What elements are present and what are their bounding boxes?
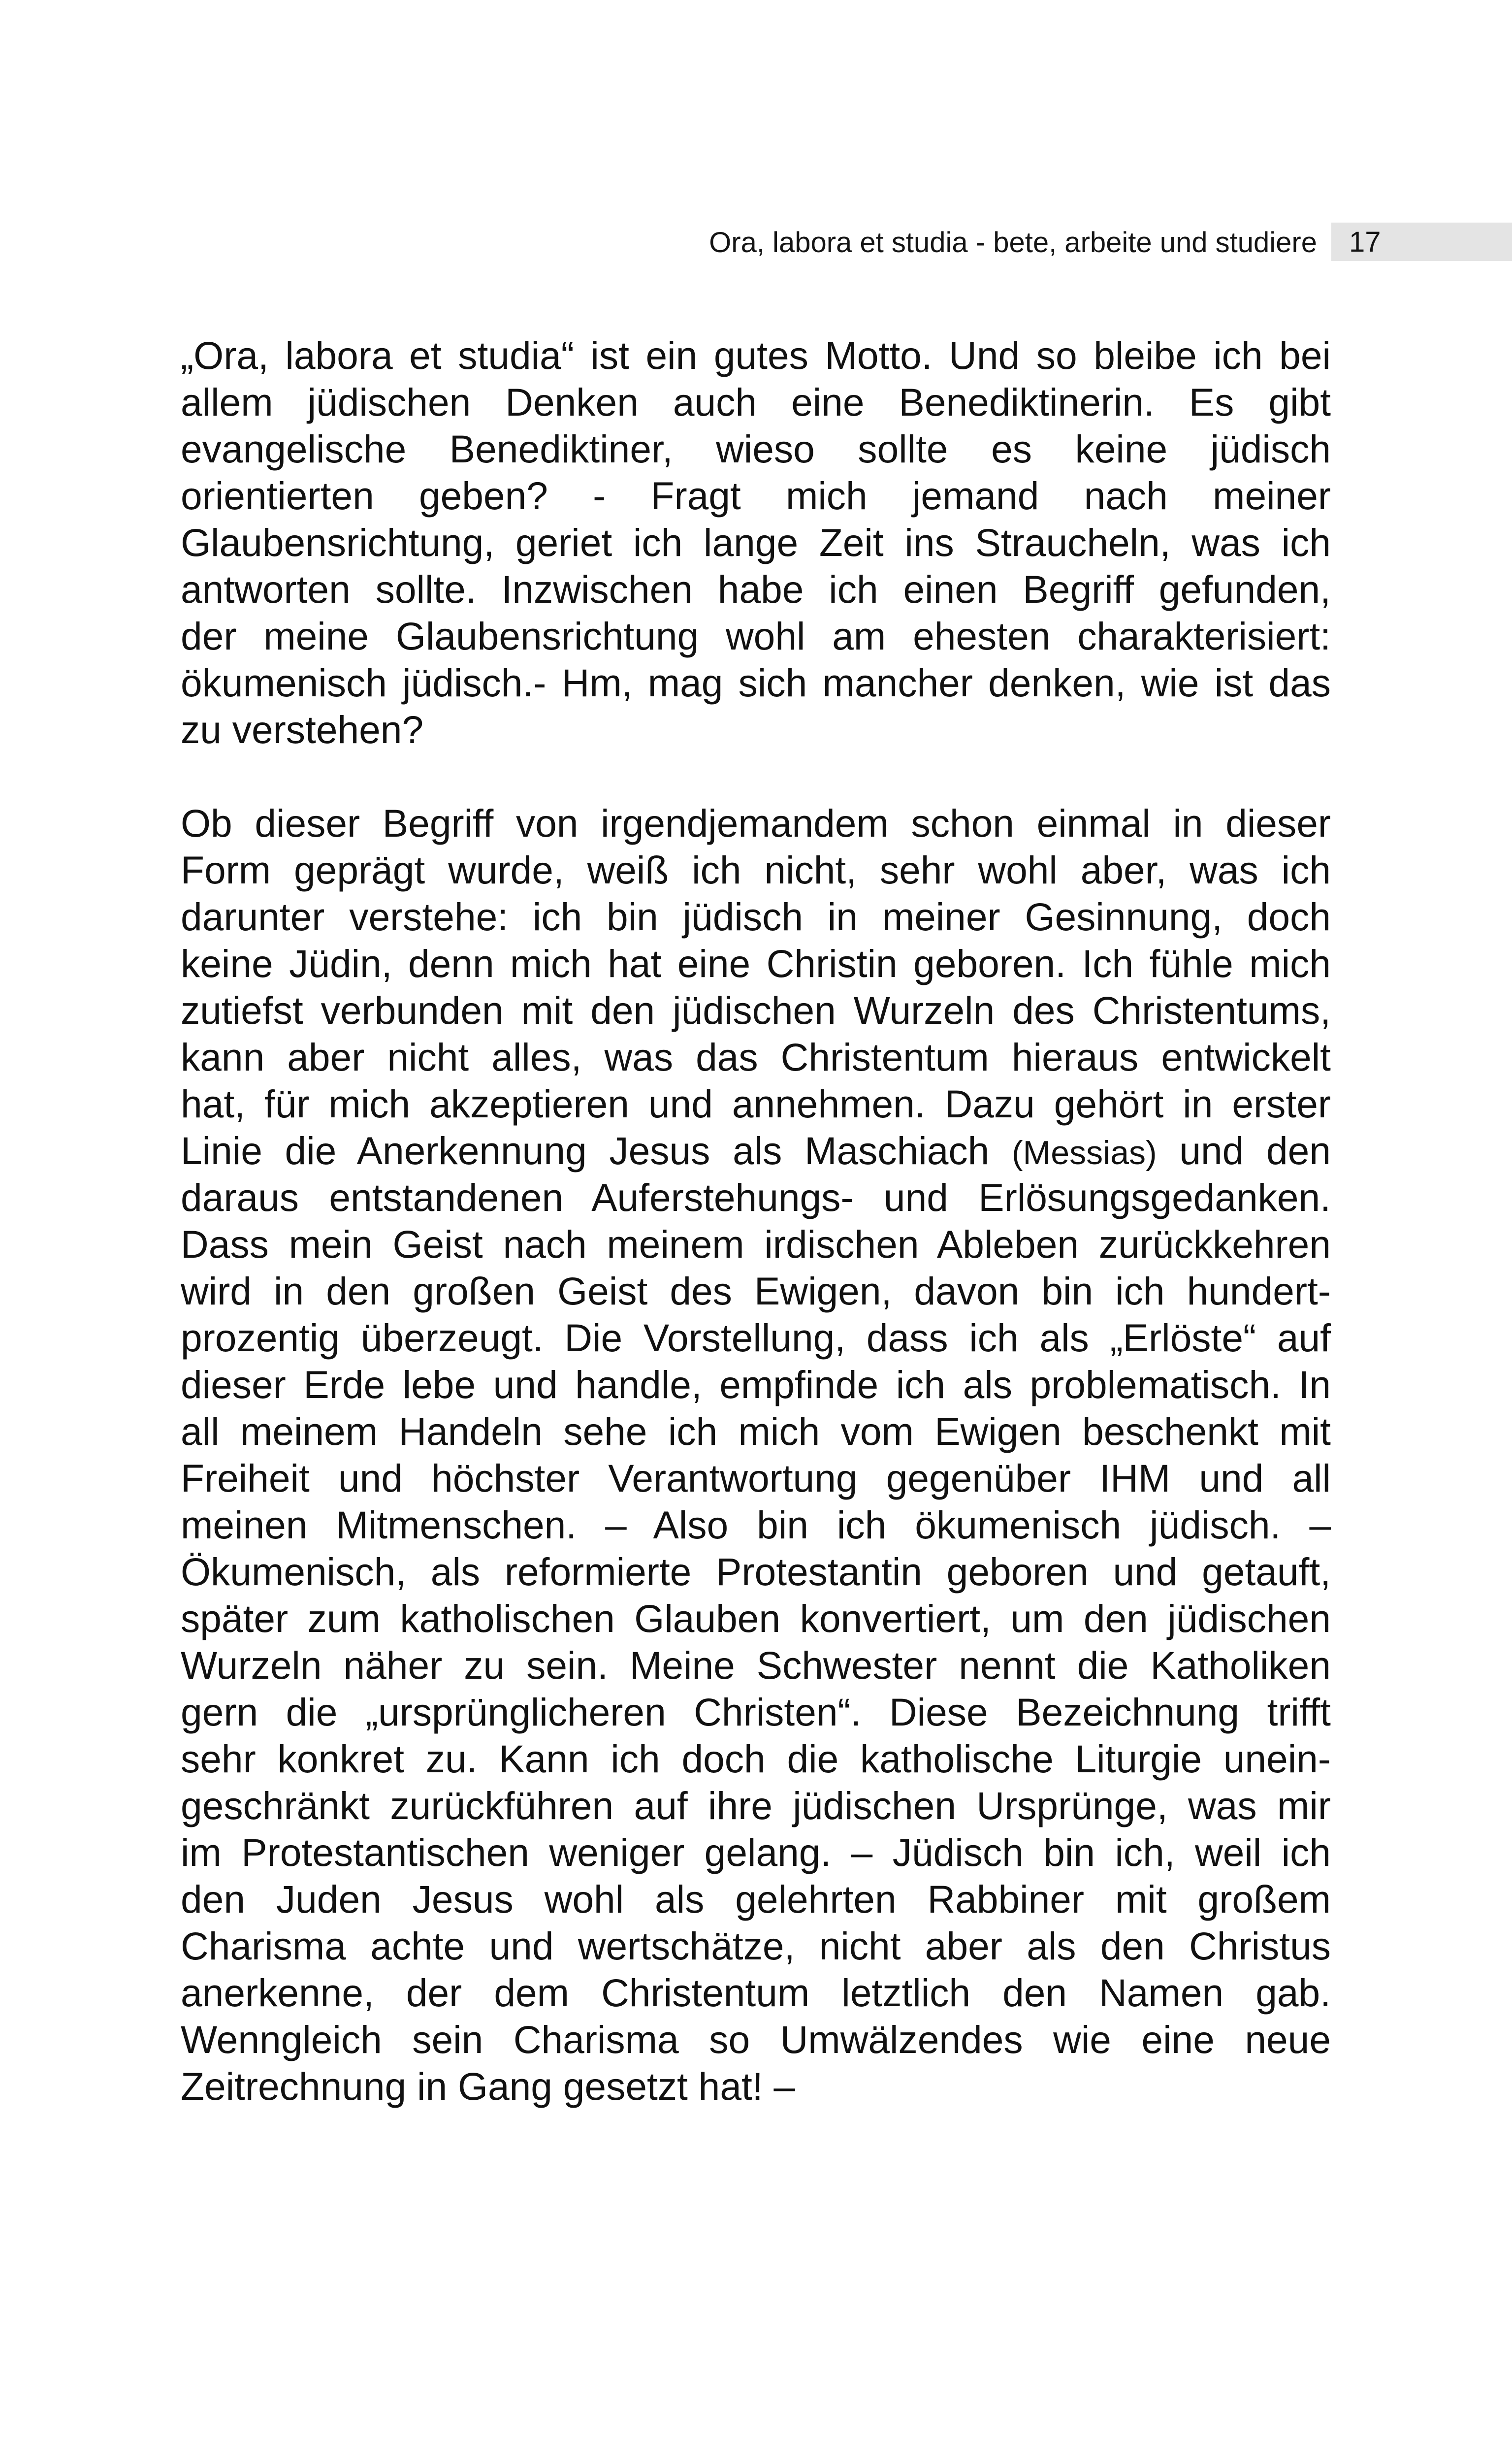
text-line: Zeitrechnung in Gang gesetzt hat! – [181, 2065, 796, 2108]
text-line: „Ora, labora et studia“ ist ein gutes Motto. Und so bleibe ich bei [181, 334, 1331, 377]
text-line: im Protestantischen weniger gelang. – Jüdisch bin ich, weil ich [181, 1831, 1331, 1874]
text-line: Wenngleich sein Charisma so Umwälzendes wie eine neue [181, 2018, 1331, 2061]
text-line: gern die „ursprünglicheren Christen“. Diese Bezeichnung trifft [181, 1691, 1331, 1734]
text-line: evangelische Benediktiner, wieso sollte es keine jüdisch [181, 427, 1331, 471]
text-line: prozentig überzeugt. Die Vorstellung, dass ich als „Erlöste“ auf [181, 1316, 1331, 1360]
text-line: sehr konkret zu. Kann ich doch die katholische Liturgie unein- [181, 1737, 1331, 1781]
text-line: antworten sollte. Inzwischen habe ich einen Begriff gefunden, [181, 568, 1331, 611]
text-line: ökumenisch jüdisch.- Hm, mag sich mancher denken, wie ist das [181, 661, 1331, 705]
text-line-mixed [181, 1128, 1331, 1174]
text-line: Charisma achte und wertschätze, nicht aber als den Christus [181, 1924, 1331, 1968]
text-line: meinen Mitmenschen. – Also bin ich ökumenisch jüdisch. – [181, 1503, 1331, 1547]
text-line: Dass mein Geist nach meinem irdischen Ableben zurückkehren [181, 1223, 1331, 1266]
text-line: Form geprägt wurde, weiß ich nicht, sehr wohl aber, was ich [181, 848, 1331, 892]
text-line: Ökumenisch, als reformierte Protestantin geboren und getauft, [181, 1550, 1331, 1594]
text-line: zu verstehen? [181, 708, 424, 751]
text-line: Glaubensrichtung, geriet ich lange Zeit ins Straucheln, was ich [181, 521, 1331, 564]
text-line: hat, für mich akzeptieren und annehmen. Dazu gehört in erster [181, 1082, 1331, 1126]
page-number-tab [1331, 223, 1512, 261]
text-segment: Linie die Anerkennung Jesus als Maschiach [181, 1129, 1012, 1173]
text-line: keine Jüdin, denn mich hat eine Christin geboren. Ich fühle mich [181, 942, 1331, 985]
text-line: daraus entstandenen Auferstehungs- und Erlösungsgedanken. [181, 1176, 1331, 1219]
page-number: 17 [1349, 226, 1381, 258]
text-line: darunter verstehe: ich bin jüdisch in meiner Gesinnung, doch [181, 895, 1331, 939]
paragraph [181, 332, 1331, 753]
text-line: den Juden Jesus wohl als gelehrten Rabbiner mit großem [181, 1878, 1331, 1921]
running-header-title: Ora, labora et studia - bete, arbeite und studiere [709, 227, 1317, 259]
text-segment: und den [1157, 1129, 1331, 1173]
text-line: später zum katholischen Glauben konvertiert, um den jüdischen [181, 1597, 1331, 1640]
text-line: zutiefst verbunden mit den jüdischen Wurzeln des Christentums, [181, 989, 1331, 1032]
text-line: anerkenne, der dem Christentum letztlich den Namen gab. [181, 1971, 1331, 2015]
text-line: orientierten geben? - Fragt mich jemand nach meiner [181, 474, 1331, 518]
text-line: kann aber nicht alles, was das Christentum hieraus entwickelt [181, 1036, 1331, 1079]
text-line: Freiheit und höchster Verantwortung gegenüber IHM und all [181, 1457, 1331, 1500]
body-text [181, 332, 1331, 2110]
running-header [0, 223, 1512, 262]
text-line: allem jüdischen Denken auch eine Benediktinerin. Es gibt [181, 381, 1331, 424]
text-line: Wurzeln näher zu sein. Meine Schwester nennt die Katholiken [181, 1644, 1331, 1687]
text-line: dieser Erde lebe und handle, empfinde ich als problematisch. In [181, 1363, 1331, 1406]
text-line: wird in den großen Geist des Ewigen, davon bin ich hundert- [181, 1270, 1331, 1313]
text-line: Ob dieser Begriff von irgendjemandem schon einmal in dieser [181, 802, 1331, 845]
text-line: geschränkt zurückführen auf ihre jüdischen Ursprünge, was mir [181, 1784, 1331, 1827]
parenthetical-note: (Messias) [1012, 1134, 1157, 1172]
text-line: der meine Glaubensrichtung wohl am ehesten charakterisiert: [181, 615, 1331, 658]
paragraph [181, 800, 1331, 2110]
text-line: all meinem Handeln sehe ich mich vom Ewigen beschenkt mit [181, 1410, 1331, 1453]
